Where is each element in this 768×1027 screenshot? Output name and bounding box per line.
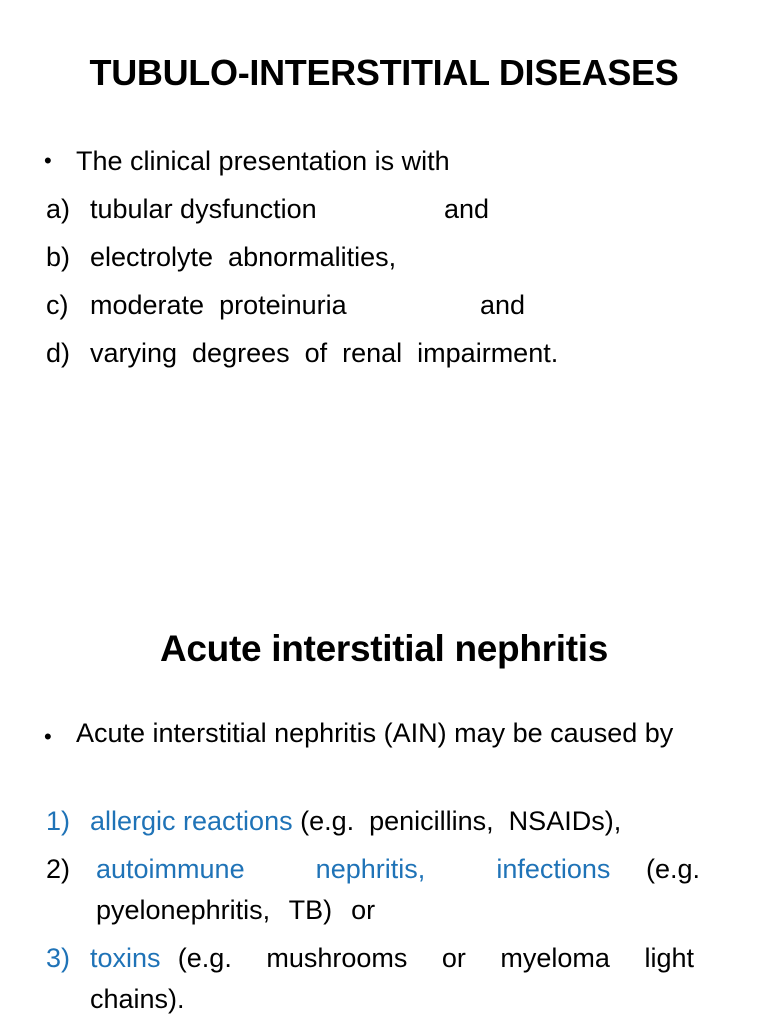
slide-body <box>44 137 704 377</box>
list-marker: d) <box>46 338 71 368</box>
list-item-text: tubular dysfunction <box>90 194 317 224</box>
bullet-text: The clinical presentation is with <box>76 146 450 176</box>
list-item <box>44 329 704 377</box>
bullet-line <box>44 713 704 801</box>
list-marker: 1) <box>46 806 71 836</box>
list-item <box>44 849 710 938</box>
list-marker: 2) <box>46 854 71 884</box>
list-item-text: varying degrees of renal impairment. <box>90 338 559 368</box>
list-marker: a) <box>46 194 71 224</box>
list-item <box>44 938 704 1027</box>
list-item-text: (e.g. penicillins, NSAIDs), <box>292 806 622 836</box>
slide-title: Acute interstitial nephritis <box>159 628 608 669</box>
list-item <box>44 185 704 233</box>
slide-acute-interstitial-nephritis <box>0 512 768 1024</box>
list-item-highlight: toxins <box>90 943 161 973</box>
slide-tubulo-interstitial <box>0 0 768 512</box>
slide-title: TUBULO-INTERSTITIAL DISEASES <box>89 52 679 93</box>
list-item-text: (e.g. mushrooms or myeloma light chains). <box>90 943 704 1014</box>
bullet-line <box>44 137 704 185</box>
bullet-icon: • <box>44 724 52 749</box>
list-item-highlight: autoimmune nephritis, infections <box>96 854 611 884</box>
slide-body <box>44 713 710 1027</box>
list-item <box>44 801 704 849</box>
list-item-text: (e.g. pyelonephritis, TB) or <box>96 854 710 925</box>
bullet-icon: • <box>44 148 52 173</box>
list-item-highlight: allergic reactions <box>90 806 293 836</box>
bullet-text: Acute interstitial nephritis (AIN) may be caused by <box>76 718 674 748</box>
list-item-text: electrolyte abnormalities, <box>90 242 397 272</box>
list-item <box>44 281 704 329</box>
list-item-suffix: and <box>444 194 490 224</box>
list-item <box>44 233 704 281</box>
list-item-suffix: and <box>480 290 526 320</box>
list-marker: 3) <box>46 943 71 973</box>
list-item-text: moderate proteinuria <box>90 290 347 320</box>
list-marker: b) <box>46 242 71 272</box>
list-marker: c) <box>46 290 69 320</box>
